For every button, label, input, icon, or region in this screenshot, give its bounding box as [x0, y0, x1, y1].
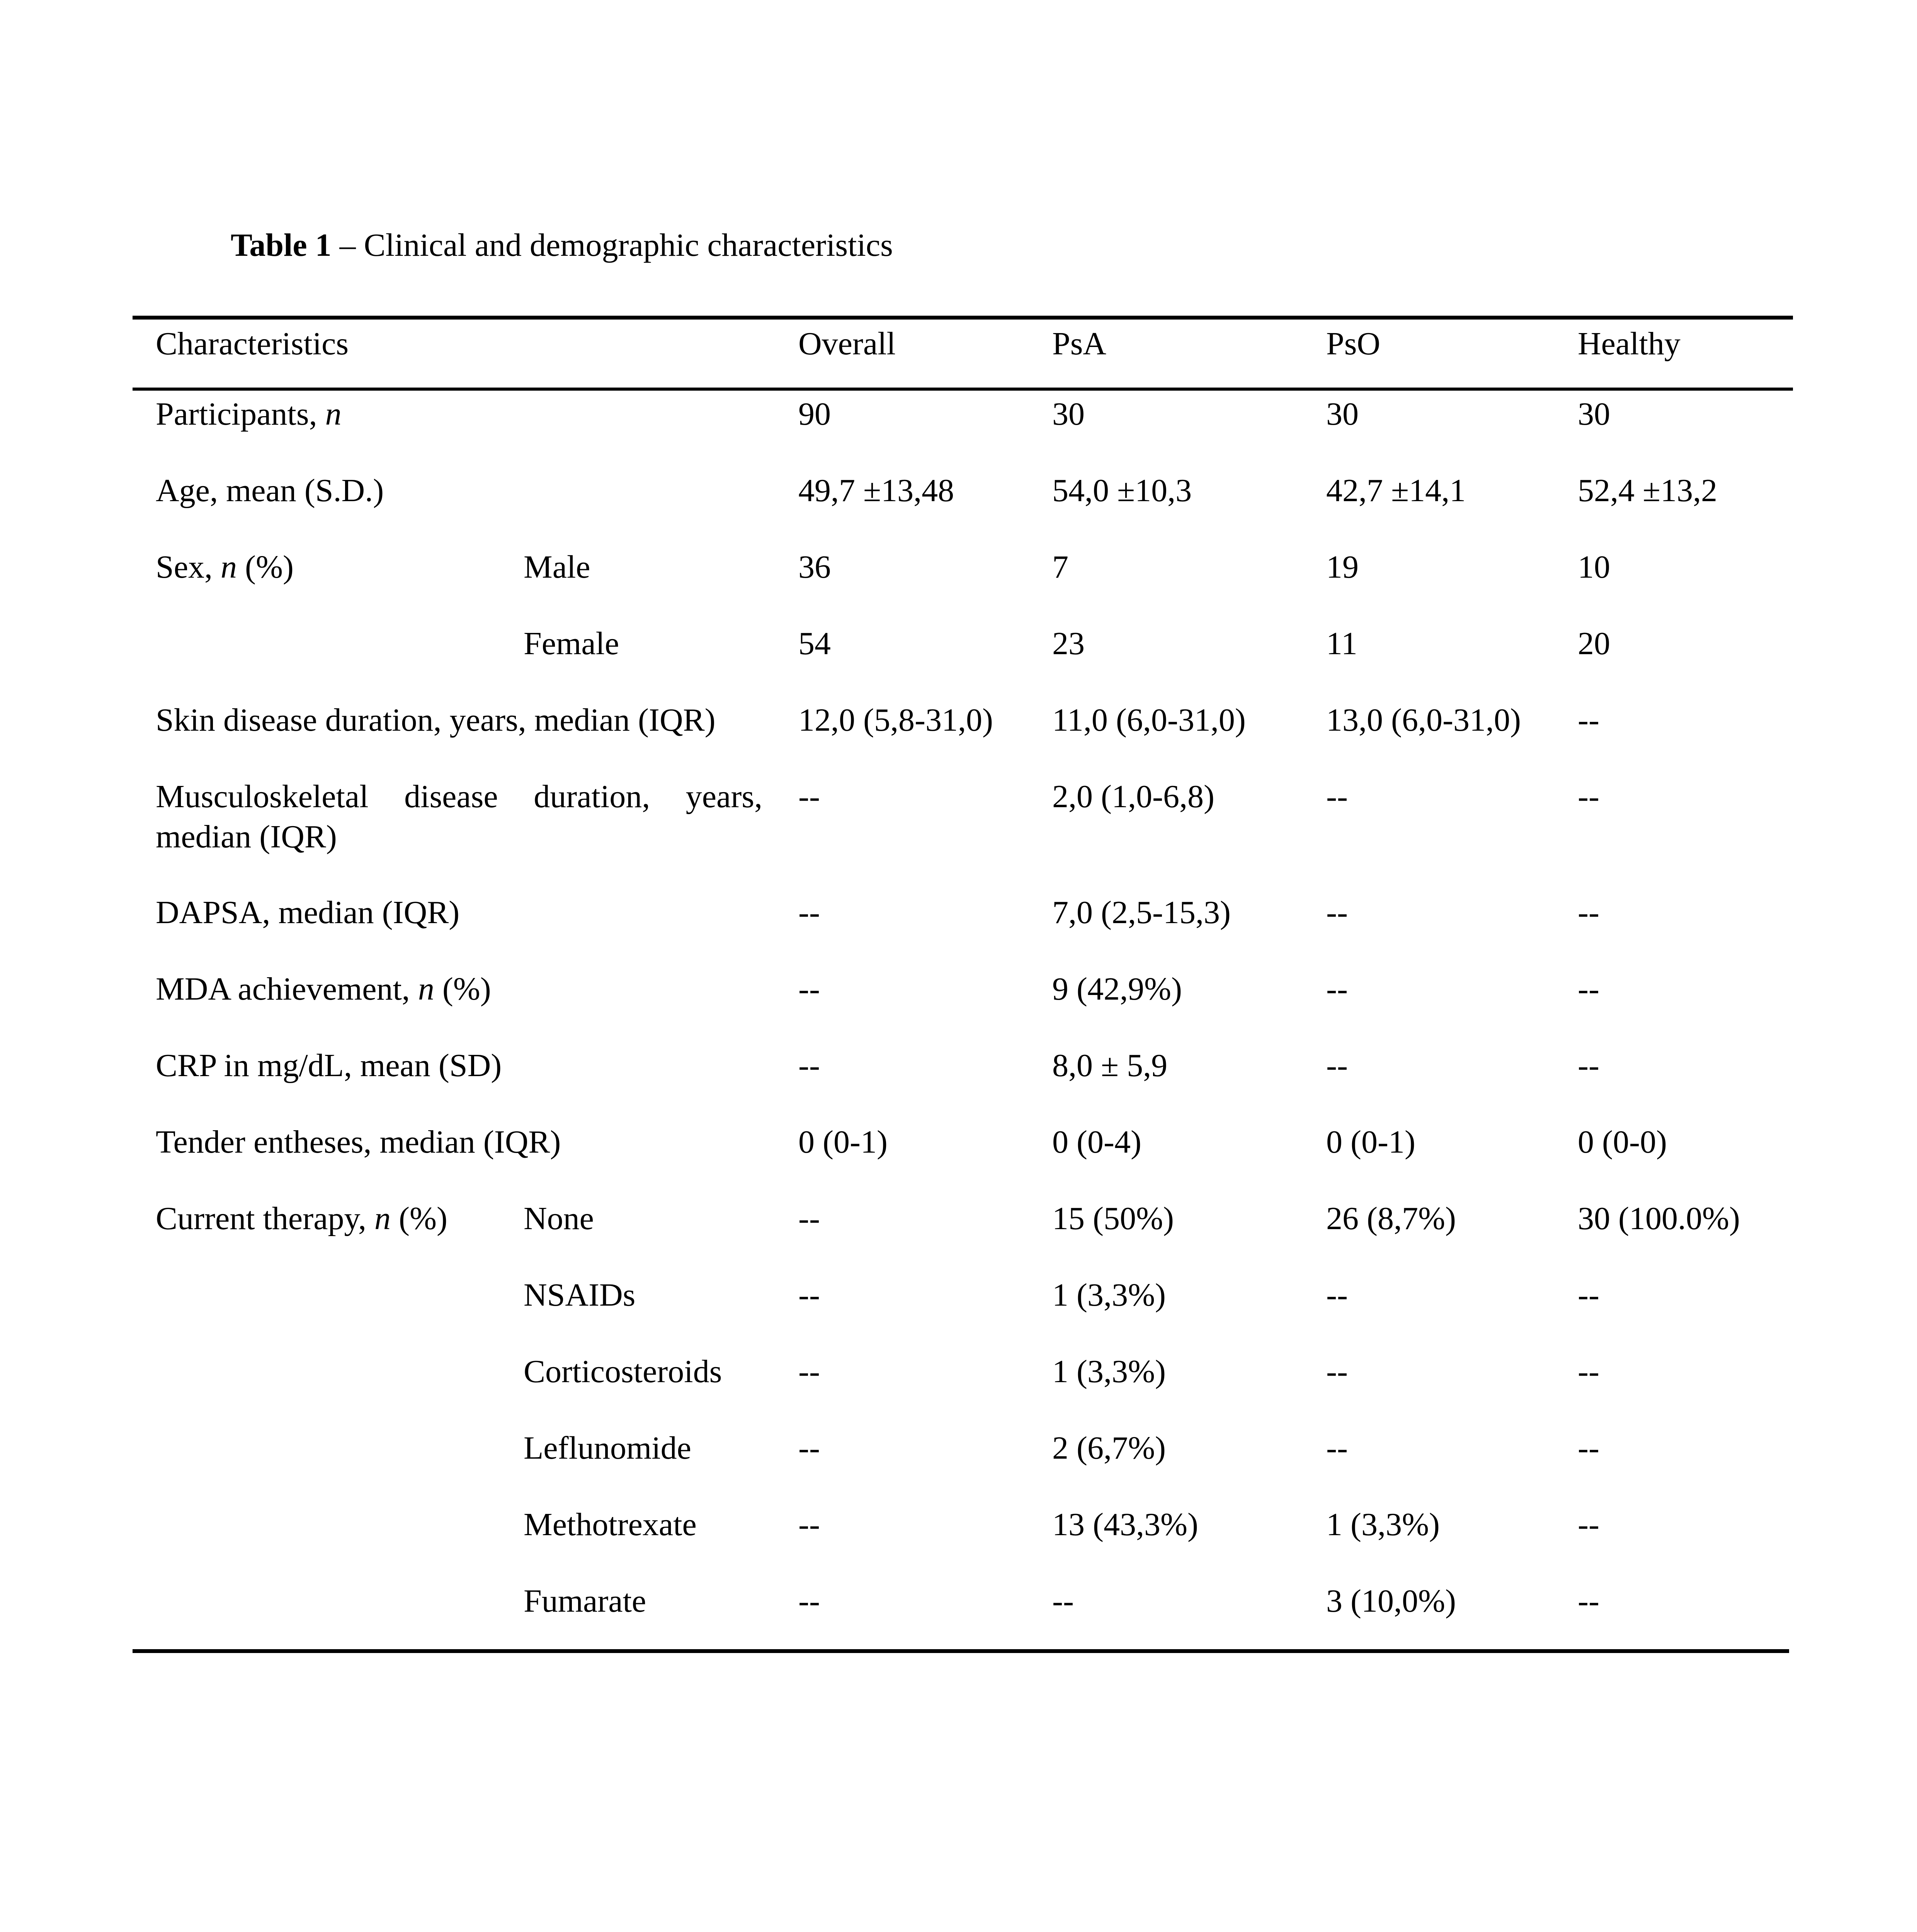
- table-cell: --: [1326, 971, 1348, 1007]
- table-cell: 54: [798, 626, 831, 662]
- table-cell: 0 (0-0): [1578, 1124, 1667, 1160]
- table-cell: --: [1578, 1277, 1599, 1313]
- table-cell: --: [1326, 1048, 1348, 1083]
- table-cell: 36: [798, 549, 831, 585]
- table-cell: 30 (100.0%): [1578, 1201, 1740, 1236]
- table-cell: --: [1326, 1354, 1348, 1389]
- table-cell: 0 (0-4): [1052, 1124, 1141, 1160]
- table-cell: --: [1578, 971, 1599, 1007]
- table-cell: 11,0 (6,0-31,0): [1052, 702, 1246, 738]
- row-sublabel-female: Female: [524, 626, 619, 662]
- table-cell: 0 (0-1): [798, 1124, 888, 1160]
- table-cell: --: [798, 1430, 820, 1466]
- table-cell: 13 (43,3%): [1052, 1507, 1198, 1543]
- table-cell: --: [1326, 1430, 1348, 1466]
- table-cell: 3 (10,0%): [1326, 1583, 1456, 1619]
- table-cell: 8,0 ± 5,9: [1052, 1048, 1168, 1083]
- table-cell: --: [1578, 702, 1599, 738]
- table-cell: 11: [1326, 626, 1357, 662]
- table-cell: 0 (0-1): [1326, 1124, 1415, 1160]
- table-cell: --: [798, 779, 820, 815]
- table-cell: --: [798, 1354, 820, 1389]
- row-label-skin-duration: Skin disease duration, years, median (IQR): [156, 702, 716, 738]
- table-cell: 26 (8,7%): [1326, 1201, 1456, 1236]
- row-sublabel-fumarate: Fumarate: [524, 1583, 646, 1619]
- row-sublabel-corticosteroids: Corticosteroids: [524, 1354, 722, 1389]
- row-label-current-therapy: Current therapy, n (%): [156, 1201, 447, 1236]
- table-cell: 7,0 (2,5-15,3): [1052, 895, 1231, 930]
- table-cell: --: [1326, 895, 1348, 930]
- table-cell: --: [1326, 779, 1348, 815]
- table-cell: 30: [1578, 396, 1610, 432]
- table-top-rule: [133, 316, 1793, 320]
- table-cell: --: [798, 1507, 820, 1543]
- table-cell: --: [1052, 1583, 1074, 1619]
- table-cell: 12,0 (5,8-31,0): [798, 702, 993, 738]
- row-label-musculoskeletal-duration: Musculoskeletal disease duration, years, median (IQR): [156, 779, 762, 855]
- table-cell: --: [1578, 779, 1599, 815]
- table-cell: 13,0 (6,0-31,0): [1326, 702, 1521, 738]
- table-caption-text: – Clinical and demographic characteristics: [331, 227, 893, 263]
- table-cell: 42,7 ±14,1: [1326, 473, 1466, 509]
- table-cell: --: [1578, 1507, 1599, 1543]
- row-sublabel-nsaids: NSAIDs: [524, 1277, 636, 1313]
- table-cell: --: [1578, 1354, 1599, 1389]
- table-caption: [231, 226, 893, 265]
- table-cell: 30: [1326, 396, 1359, 432]
- row-sublabel-male: Male: [524, 549, 590, 585]
- table-cell: --: [1578, 1048, 1599, 1083]
- table-cell: 90: [798, 396, 831, 432]
- table-cell: --: [1578, 895, 1599, 930]
- table-cell: 1 (3,3%): [1052, 1277, 1166, 1313]
- table-cell: --: [1326, 1277, 1348, 1313]
- table-cell: --: [798, 1048, 820, 1083]
- header-pso: PsO: [1326, 326, 1381, 362]
- row-label-participants: Participants, n: [156, 396, 342, 432]
- table-cell: --: [798, 1583, 820, 1619]
- table-cell: --: [798, 1277, 820, 1313]
- header-psa: PsA: [1052, 326, 1107, 362]
- table-cell: 1 (3,3%): [1326, 1507, 1440, 1543]
- header-characteristics: Characteristics: [156, 326, 349, 362]
- table-cell: --: [1578, 1583, 1599, 1619]
- table-cell: --: [1578, 1430, 1599, 1466]
- table-cell: 54,0 ±10,3: [1052, 473, 1192, 509]
- header-overall: Overall: [798, 326, 896, 362]
- table-cell: 20: [1578, 626, 1610, 662]
- row-sublabel-leflunomide: Leflunomide: [524, 1430, 691, 1466]
- table-bottom-rule: [133, 1649, 1789, 1653]
- table-cell: 10: [1578, 549, 1610, 585]
- row-label-mda: MDA achievement, n (%): [156, 971, 491, 1007]
- row-sublabel-methotrexate: Methotrexate: [524, 1507, 697, 1543]
- table-cell: 19: [1326, 549, 1359, 585]
- table-cell: 15 (50%): [1052, 1201, 1174, 1236]
- row-label-dapsa: DAPSA, median (IQR): [156, 895, 460, 930]
- row-sublabel-none: None: [524, 1201, 594, 1236]
- row-label-crp: CRP in mg/dL, mean (SD): [156, 1048, 502, 1083]
- table-cell: 30: [1052, 396, 1085, 432]
- table-cell: --: [798, 895, 820, 930]
- table-cell: 9 (42,9%): [1052, 971, 1182, 1007]
- row-label-age: Age, mean (S.D.): [156, 473, 384, 509]
- table-header-rule: [133, 388, 1793, 391]
- header-healthy: Healthy: [1578, 326, 1681, 362]
- row-label-tender-entheses: Tender entheses, median (IQR): [156, 1124, 561, 1160]
- table-cell: 2,0 (1,0-6,8): [1052, 779, 1214, 815]
- table-cell: --: [798, 1201, 820, 1236]
- table-cell: 52,4 ±13,2: [1578, 473, 1718, 509]
- table-cell: 1 (3,3%): [1052, 1354, 1166, 1389]
- table-cell: 2 (6,7%): [1052, 1430, 1166, 1466]
- table-cell: --: [798, 971, 820, 1007]
- table-cell: 23: [1052, 626, 1085, 662]
- table-cell: 49,7 ±13,48: [798, 473, 954, 509]
- table-caption-label: Table 1: [231, 227, 332, 263]
- row-label-sex: Sex, n (%): [156, 549, 294, 585]
- table-cell: 7: [1052, 549, 1068, 585]
